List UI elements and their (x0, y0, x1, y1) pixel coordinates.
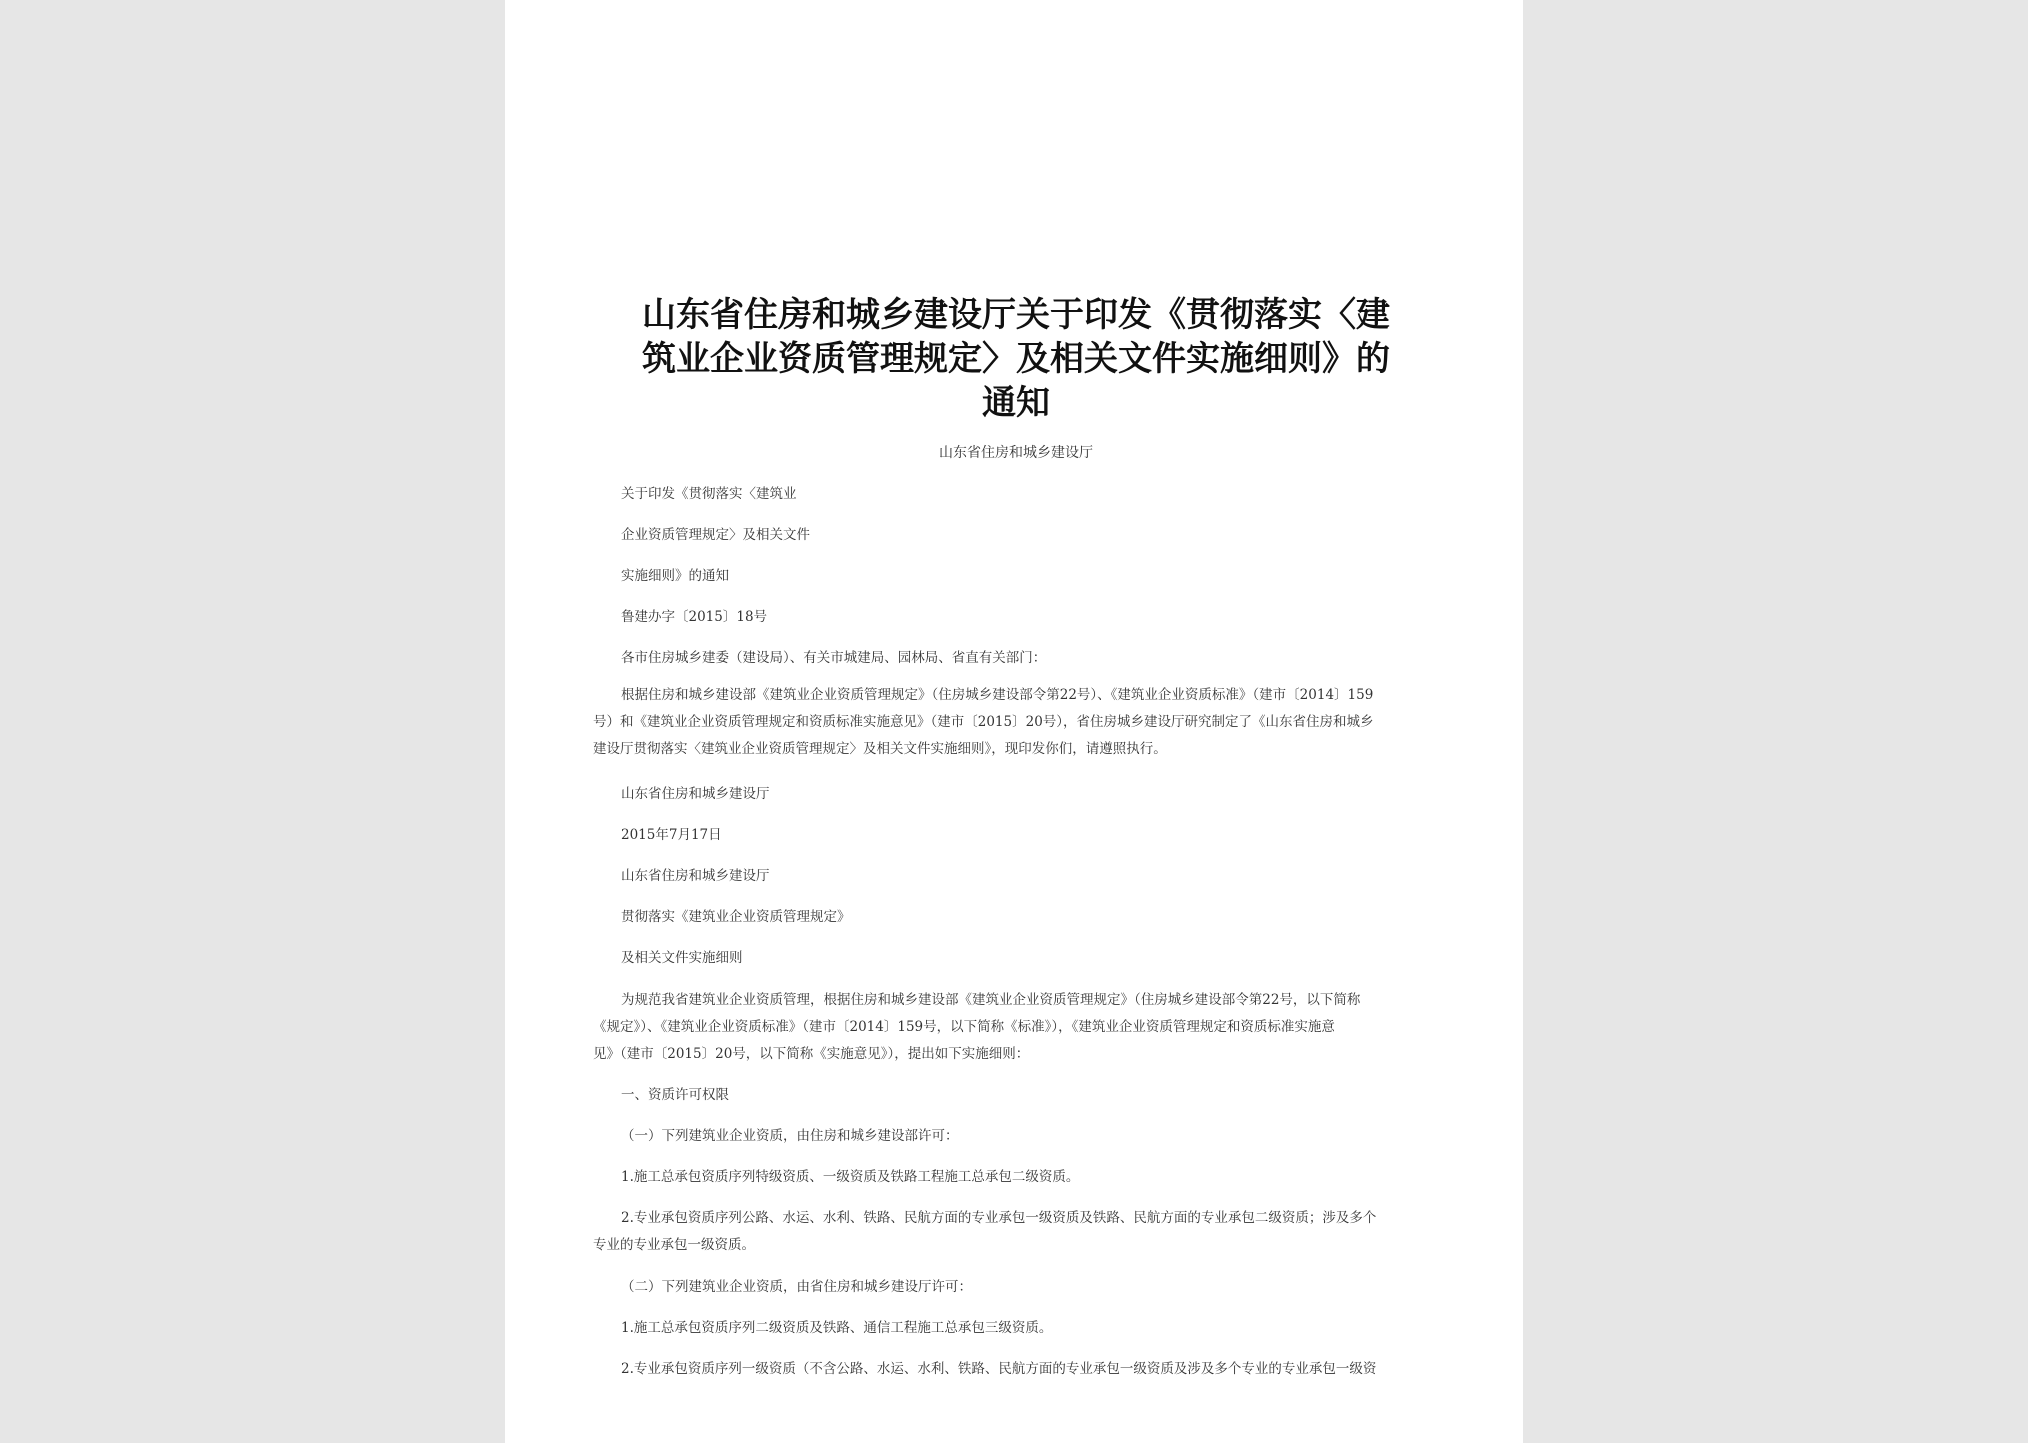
title-line: 山东省住房和城乡建设厅关于印发《贯彻落实〈建 (642, 295, 1390, 335)
text-line: 关于印发《贯彻落实〈建筑业 (621, 486, 797, 502)
signature-line: 山东省住房和城乡建设厅 (621, 786, 770, 802)
paragraph-line: 根据住房和城乡建设部《建筑业企业资质管理规定》（住房城乡建设部令第22号）、《建筑业企业资质标准》（建市〔2014〕159 (621, 687, 1374, 703)
subsection-heading: （一）下列建筑业企业资质，由住房和城乡建设部许可： (621, 1128, 959, 1144)
body-paragraph-continued (593, 709, 1374, 763)
paragraph-line: 建设厅贯彻落实〈建筑业企业资质管理规定〉及相关文件实施细则》，现印发你们，请遵照执行。 (593, 741, 1167, 757)
text-line: 山东省住房和城乡建设厅 (621, 868, 770, 884)
paragraph-line: 为规范我省建筑业企业资质管理，根据住房和城乡建设部《建筑业企业资质管理规定》（住房城乡建设部令第22号，以下简称 (621, 992, 1361, 1008)
title-line: 通知 (982, 383, 1050, 423)
document-number: 鲁建办字〔2015〕18号 (621, 609, 768, 625)
body-paragraph (621, 987, 1360, 1014)
document-title (601, 293, 1431, 425)
paragraph-line: 《规定》）、《建筑业企业资质标准》（建市〔2014〕159号，以下简称《标准》），《建筑业企业资质管理规定和资质标准实施意 (593, 1019, 1335, 1035)
text-line: 贯彻落实《建筑业企业资质管理规定》 (621, 909, 851, 925)
paragraph-line: 见》（建市〔2015〕20号，以下简称《实施意见》），提出如下实施细则： (593, 1046, 1030, 1062)
list-item: 1.施工总承包资质序列特级资质、一级资质及铁路工程施工总承包二级资质。 (621, 1169, 1080, 1185)
section-heading: 一、资质许可权限 (621, 1087, 729, 1103)
body-paragraph-continued (593, 1014, 1335, 1068)
body-paragraph (621, 682, 1373, 709)
text-line: 企业资质管理规定〉及相关文件 (621, 527, 810, 543)
list-item: 1.施工总承包资质序列二级资质及铁路、通信工程施工总承包三级资质。 (621, 1320, 1053, 1336)
paragraph-line: 专业的专业承包一级资质。 (593, 1237, 755, 1253)
title-line: 筑业企业资质管理规定〉及相关文件实施细则》的 (642, 339, 1390, 379)
subsection-heading: （二）下列建筑业企业资质，由省住房和城乡建设厅许可： (621, 1279, 972, 1295)
list-item-continued (593, 1232, 755, 1259)
date-line: 2015年7月17日 (621, 827, 722, 843)
document-page (505, 0, 1523, 1443)
text-line: 实施细则》的通知 (621, 568, 729, 584)
recipients-line: 各市住房城乡建委（建设局）、有关市城建局、园林局、省直有关部门： (621, 650, 1047, 666)
text-line: 及相关文件实施细则 (621, 950, 743, 966)
paragraph-line: 2.专业承包资质序列公路、水运、水利、铁路、民航方面的专业承包一级资质及铁路、民航方面的专业承包二级资质；涉及多个 (621, 1210, 1377, 1226)
list-item: 2.专业承包资质序列一级资质（不含公路、水运、水利、铁路、民航方面的专业承包一级资质及涉及多个专业的专业承包一级资 (621, 1361, 1377, 1377)
list-item (621, 1205, 1376, 1232)
paragraph-line: 号）和《建筑业企业资质管理规定和资质标准实施意见》（建市〔2015〕20号），省住房城乡建设厅研究制定了《山东省住房和城乡 (593, 714, 1374, 730)
issuer-name: 山东省住房和城乡建设厅 (939, 445, 1093, 461)
